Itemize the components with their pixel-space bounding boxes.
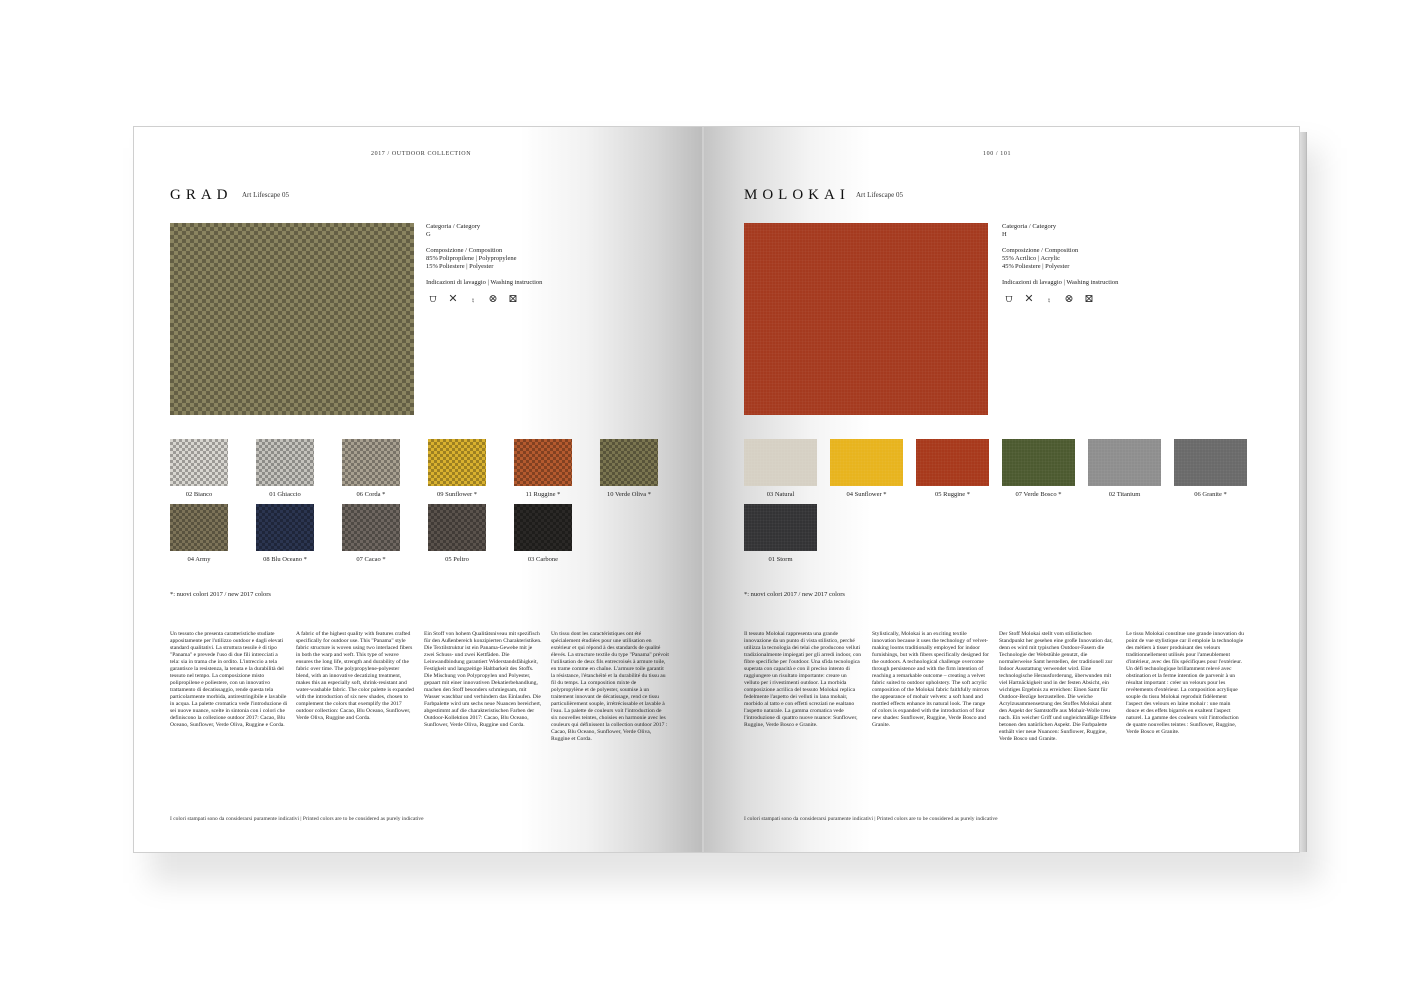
swatch-label: 09 Sunflower * <box>436 491 478 498</box>
category-value: H <box>1002 231 1007 238</box>
print-disclaimer: I colori stampati sono da considerarsi puramente indicativi | Printed colors are to be considered as purely indicative <box>744 816 998 822</box>
color-swatch <box>830 439 903 486</box>
swatch-label: 05 Peltro <box>445 556 469 563</box>
no-tumble-dry-icon: ⊠ <box>1084 293 1094 305</box>
swatch-label: 11 Ruggine * <box>525 491 561 498</box>
hero-fabric-swatch <box>170 223 414 415</box>
color-swatch <box>256 504 314 551</box>
no-dry-clean-icon: ⊗ <box>488 293 498 305</box>
composition-row: 85%Polipropilene | Polypropylene <box>426 255 517 262</box>
new-colors-note: *: nuovi colori 2017 / new 2017 colors <box>170 591 271 598</box>
color-swatch <box>342 504 400 551</box>
description-en: Stylistically, Molokai is an exciting textile innovation because it uses the technology of velvet-making looms traditionally employed for indoor furnishings, but with fibers specifically designed for the outdoors. A technological challenge overcome through persistence and with the firm intention of reaching a remarkable outcome – creating a velvet fabric suited to outdoor upholstery. The soft acrylic composition of the Molokai fabric faithfully mirrors the appearance of mohair velvets: a soft hand and mottled effects enhance its natural look. The range of colors is expanded with the introduction of four new shades: Sunflower, Ruggine, Verde Bosco and Granite. <box>872 631 989 728</box>
washing-label: Indicazioni di lavaggio | Washing instruction <box>1002 279 1119 286</box>
composition-row: 45%Poliestere | Polyester <box>1002 263 1070 270</box>
no-bleach-icon: ✕ <box>1024 293 1034 305</box>
swatch-label: 03 Natural <box>766 491 795 498</box>
category-value: G <box>426 231 431 238</box>
composition-label: Composizione / Composition <box>1002 247 1079 254</box>
swatch-label: 10 Verde Oliva * <box>606 491 652 498</box>
color-swatch <box>744 439 817 486</box>
page-numbers: 100 / 101 <box>983 151 1012 157</box>
swatch-label: 04 Army <box>187 556 211 563</box>
product-title: MOLOKAI <box>744 187 850 203</box>
color-swatch <box>170 504 228 551</box>
right-page <box>703 126 1300 853</box>
color-swatch <box>514 504 572 551</box>
swatch-label: 06 Granite * <box>1194 491 1227 498</box>
washing-icons <box>1002 293 1118 305</box>
description-fr: Le tissu Molokai constitue une grande innovation du point de vue stylistique car il emploie la technologie des métiers à tisser produisant des velours traditionnellement utilisés pour l'ameublement d'intérieur, avec des fils spécifiques pour l'extérieur. Un défi technologique brillamment relevé avec obstination et la ferme intention de parvenir à un résultat important : créer un velours pour les revêtements d'extérieur. La composition acrylique souple du tissu Molokai reproduit fidèlement l'aspect des velours en laine mohair : une main douce et des effets bigarrés en exaltent l'aspect naturel. La gamme des couleurs voit l'introduction de quatre nouvelles teintes : Sunflower, Ruggine, Verde Bosco et Granite. <box>1126 631 1244 735</box>
iron-icon: ⨾ <box>471 293 475 305</box>
color-swatch <box>342 439 400 486</box>
swatch-label: 02 Titanium <box>1108 491 1141 498</box>
no-dry-clean-icon: ⊗ <box>1064 293 1074 305</box>
swatch-label: 07 Cacao * <box>356 556 386 563</box>
swatch-label: 03 Carbone <box>527 556 559 563</box>
swatch-label: 08 Blu Oceano * <box>263 556 307 563</box>
composition-row: 55%Acrilico | Acrylic <box>1002 255 1060 262</box>
wash-tub-icon: ⩌ <box>429 293 437 305</box>
color-swatch <box>1088 439 1161 486</box>
color-swatch <box>916 439 989 486</box>
left-page <box>133 126 703 853</box>
description-de: Der Stoff Molokai stellt vom stilistischen Standpunkt her gesehen eine große Innovation dar, denn es wird mit typischen Outdoor-Fasern die Technologie der Webstühle genutzt, die normalerweise Samt herstellen, der traditionell zur Indoor Ausstattung verwendet wird. Eine technologische Herausforderung, überwunden mit viel Hartnäckigkeit und in der festen Absicht, ein wichtiges Ergebnis zu erreichen: Einen Samt für Outdoor-Bezüge herzustellen. Die weiche Acrylzusammensetzung des Stoffes Molokai ahmt den Aspekt der Samtstoffe aus Mohair-Wolle treu nach. Ein weicher Griff und ungleichmäßige Effekte betonen den natürlichen Aspekt. Die Farbpalette enthält vier neue Nuancen: Sunflower, Ruggine, Verde Bosco und Granite. <box>999 631 1117 742</box>
color-swatch <box>428 439 486 486</box>
swatch-label: 04 Sunflower * <box>846 491 887 498</box>
print-disclaimer: I colori stampati sono da considerarsi puramente indicativi | Printed colors are to be considered as purely indicative <box>170 816 424 822</box>
description-fr: Un tissu dont les caractéristiques ont été spécialement étudiées pour une utilisation en extérieur et qui répond à des standards de qualité élevés. La structure textile du type "Panama" prévoit l'utilisation de deux fils entrecroisés à armure toile, en trame comme en chaîne. L'armure toile garantit la résistance, l'étanchéité et la durabilité du tissu au fil du temps. La composition mixte de polypropylène et de polyester, soumise à un traitement innovant de décatissage, rend ce tissu particulièrement souple, irrétrécissable et lavable à l'eau. La palette de couleurs voit l'introduction de six nouvelles teintes, choisies en harmonie avec les couleurs qui définissent la collection outdoor 2017 : Cacao, Blu Oceano, Sunflower, Verde Oliva, Ruggine et Corda. <box>551 631 669 742</box>
iron-icon: ⨾ <box>1047 293 1051 305</box>
swatch-label: 06 Corda * <box>356 491 386 498</box>
composition-row: 15%Poliestere | Polyester <box>426 263 494 270</box>
color-swatch <box>1174 439 1247 486</box>
color-swatch <box>1002 439 1075 486</box>
swatch-label: 05 Ruggine * <box>934 491 971 498</box>
color-swatch <box>256 439 314 486</box>
color-swatch <box>428 504 486 551</box>
category-label: Categoria / Category <box>426 223 481 230</box>
color-swatch <box>744 504 817 551</box>
product-line: Art Lifescape 05 <box>242 191 290 199</box>
product-title: GRAD <box>170 187 233 203</box>
swatch-label: 02 Bianco <box>185 491 213 498</box>
washing-icons <box>426 293 542 305</box>
wash-tub-icon: ⩌ <box>1005 293 1013 305</box>
hero-fabric-swatch <box>744 223 988 415</box>
swatch-label: 07 Verde Bosco * <box>1015 491 1062 498</box>
swatch-label: 01 Ghiaccio <box>269 491 301 498</box>
color-swatch <box>600 439 658 486</box>
composition-label: Composizione / Composition <box>426 247 503 254</box>
no-bleach-icon: ✕ <box>448 293 458 305</box>
fabric-specs <box>426 223 542 305</box>
category-label: Categoria / Category <box>1002 223 1057 230</box>
description-it: Un tessuto che presenta caratteristiche studiate appositamente per l'utilizzo outdoor e dagli elevati standard qualitativi. La struttura tessile è di tipo "Panama" e prevede l'uso di due fili intrecciati a tela: sia in trama che in ordito. L'intreccio a tela garantisce la resistenza, la tenuta e la durabilità del tessuto nel tempo. La composizione misto polipropilene e poliestere, con un innovativo trattamento di decatissaggio, rende questa tela particolarmente morbida, antirestringibile e lavabile in acqua. La palette cromatica vede l'introduzione di sei nuove nuance, scelte in sintonia con i colori che definiscono la collezione outdoor 2017: Cacao, Blu Oceano, Sunflower, Verde Oliva, Ruggine e Corda. <box>170 631 288 728</box>
running-header: 2017 / OUTDOOR COLLECTION <box>371 151 472 157</box>
no-tumble-dry-icon: ⊠ <box>508 293 518 305</box>
description-it: Il tessuto Molokai rappresenta una grande innovazione da un punto di vista stilistico, perché utilizza la tecnologia dei telai che producono velluti tradizionalmente impiegati per gli arredi indoor, con fibre specifiche per l'outdoor. Una sfida tecnologica superata con capacità e con il preciso intento di raggiungere un risultato importante: creare un velluto per i rivestimenti outdoor. La morbida composizione acrilica del tessuto Molokai replica fedelmente l'aspetto dei velluti in lana mohair, morbido al tatto e con effetti screziati ne esaltano l'aspetto naturale. La gamma cromatica vede l'introduzione di quattro nuove nuance: Sunflower, Ruggine, Verde Bosco e Granite. <box>744 631 862 728</box>
description-de: Ein Stoff von hohem Qualitätsniveau mit spezifisch für den Außenbereich konzipierten Charakteristiken. Die Textilstruktur ist ein Panama-Gewebe mit je zwei Schuss- und zwei Kettfäden. Die Leinwandbindung garantiert Widerstandsfähigkeit, Festigkeit und langzeitige Haltbarkeit des Stoffs. Die Mischung von Polypropylen und Polyester, gepaart mit einer innovativen Dekatierbehandlung, machen den Stoff besonders schmiegsam, mit Wasser waschbar und verhindern das Einlaufen. Die Farbpalette wird um sechs neue Nuancen bereichert, abgestimmt auf die charakteristischen Farben der Outdoor-Kollektion 2017: Cacao, Blu Oceano, Sunflower, Verde Oliva, Ruggine und Corda. <box>424 631 542 728</box>
product-line: Art Lifescape 05 <box>856 191 904 199</box>
description-en: A fabric of the highest quality with features crafted specifically for outdoor use. This "Panama" style fabric structure is woven using two interlaced fibers in both the warp and weft. This type of weave ensures the long life, strength and durability of the fabric over time. The polypropylene-polyester blend, with an innovative decatizing treatment, makes this an especially soft, shrink-resistant and water-washable fabric. The color palette is expanded with the introduction of six new shades, chosen to complement the colors that exemplify the 2017 outdoor collection: Cacao, Blu Oceano, Sunflower, Verde Oliva, Ruggine and Corda. <box>296 631 414 721</box>
swatch-label: 01 Storm <box>768 556 793 563</box>
washing-label: Indicazioni di lavaggio | Washing instruction <box>426 279 543 286</box>
new-colors-note: *: nuovi colori 2017 / new 2017 colors <box>744 591 845 598</box>
color-swatch <box>514 439 572 486</box>
color-swatch <box>170 439 228 486</box>
fabric-specs <box>1002 223 1118 305</box>
